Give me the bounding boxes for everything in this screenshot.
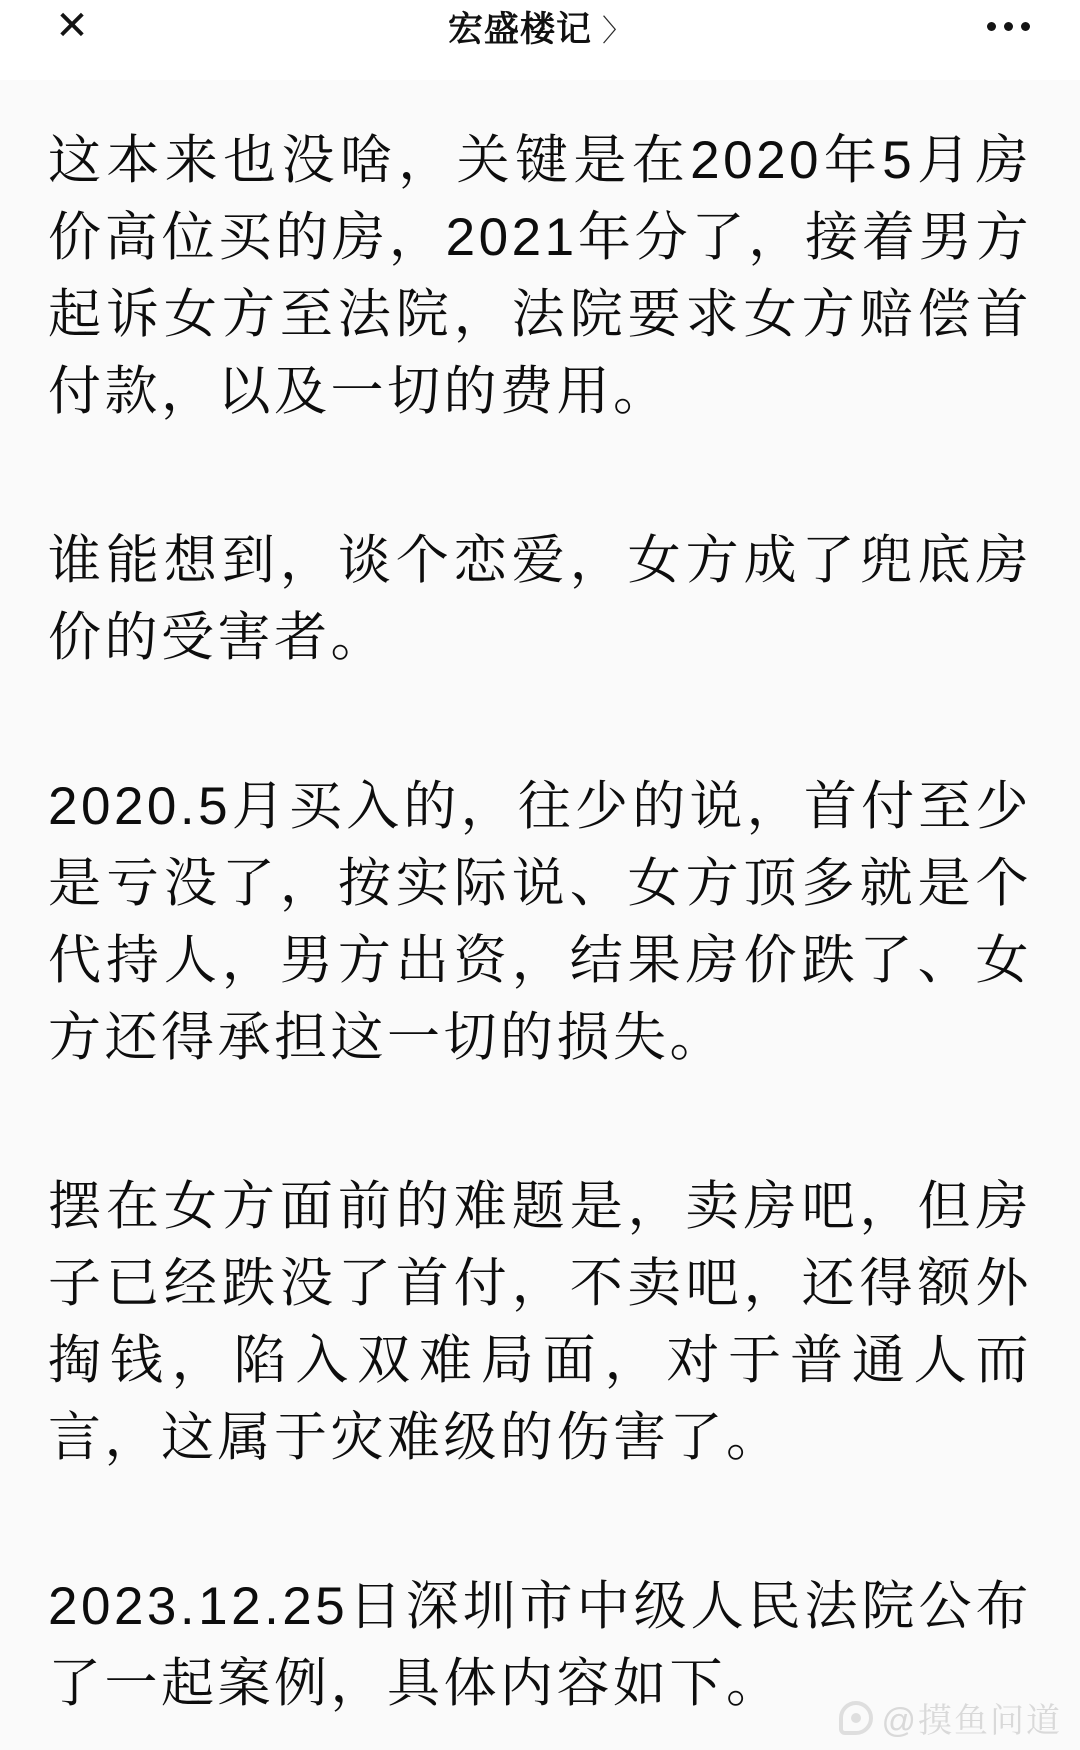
close-icon[interactable]: ✕ — [55, 4, 89, 48]
article-content — [0, 80, 1080, 1750]
navbar — [0, 0, 1080, 80]
weibo-logo-icon — [839, 1701, 873, 1735]
more-dots-icon — [987, 22, 996, 31]
more-dots-icon — [1021, 22, 1030, 31]
article-paragraph: 2020.5月买入的，往少的说，首付至少是亏没了，按实际说、女方顶多就是个代持人，男方出资，结果房价跌了、女方还得承担这一切的损失。 — [48, 777, 1032, 1067]
page-title: 宏盛楼记 — [447, 10, 592, 49]
more-dots-icon — [1004, 22, 1013, 31]
article-paragraph: 2023.12.25日深圳市中级人民法院公布了一起案例，具体内容如下。 — [48, 1577, 1032, 1713]
watermark — [839, 1693, 1062, 1742]
chevron-right-icon: 〉 — [602, 15, 632, 48]
watermark-text: @摸鱼问道 — [881, 1702, 1062, 1740]
account-title-link[interactable] — [0, 6, 1080, 48]
more-options-button[interactable] — [978, 4, 1038, 48]
article-paragraph: 摆在女方面前的难题是，卖房吧，但房子已经跌没了首付，不卖吧，还得额外掏钱，陷入双难局面，对于普通人而言，这属于灾难级的伤害了。 — [48, 1177, 1032, 1467]
article-paragraph: 这本来也没啥，关键是在2020年5月房价高位买的房，2021年分了，接着男方起诉女方至法院，法院要求女方赔偿首付款，以及一切的费用。 — [48, 131, 1032, 421]
article-paragraph: 谁能想到，谈个恋爱，女方成了兜底房价的受害者。 — [48, 531, 1032, 667]
